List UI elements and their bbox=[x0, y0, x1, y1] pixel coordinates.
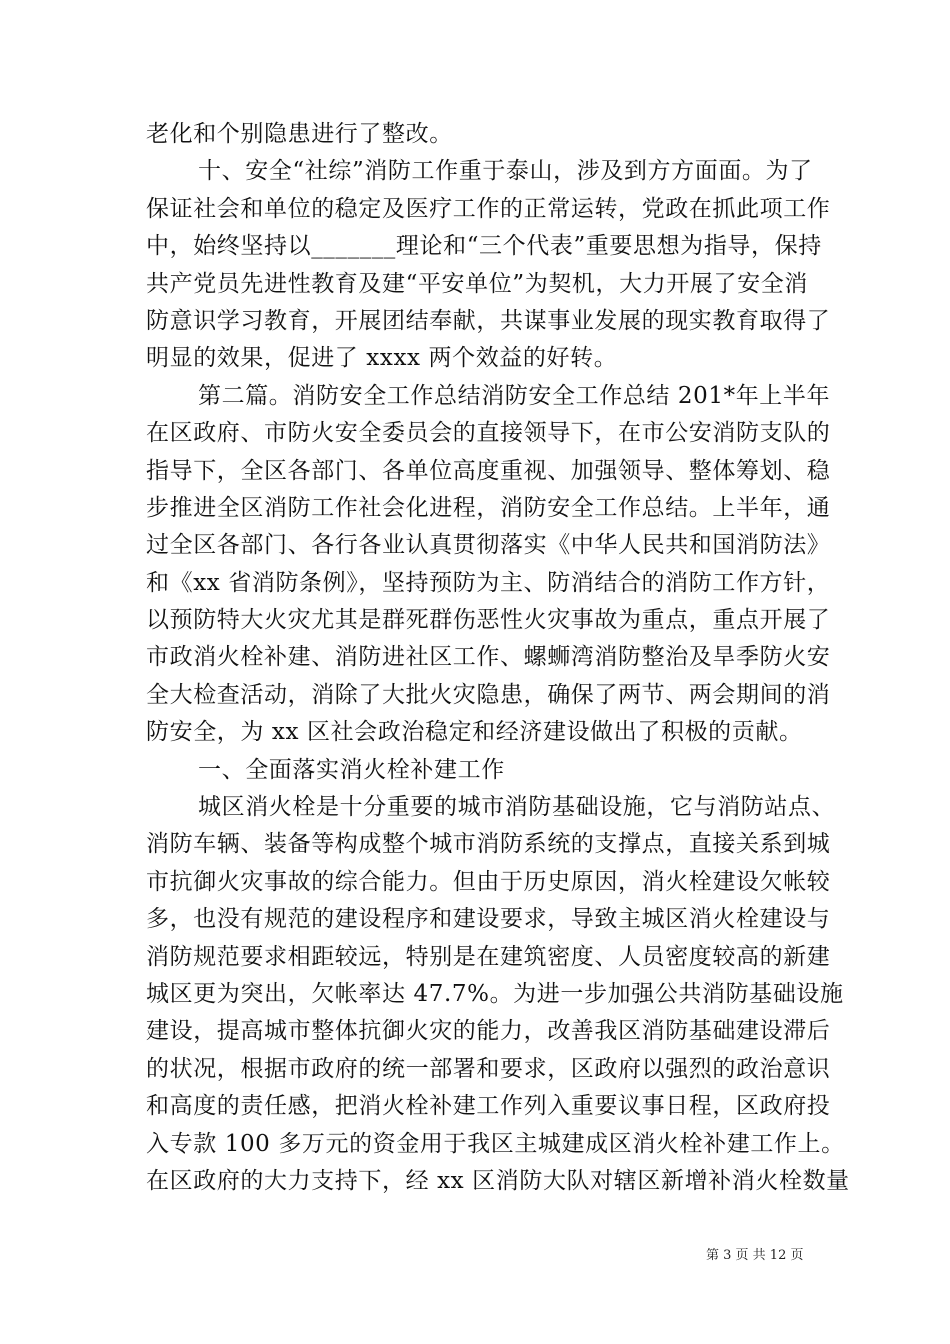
paragraph-start-line: 城区消火栓是十分重要的城市消防基础设施，它与消防站点、 bbox=[198, 794, 836, 821]
text-line: 明显的效果，促进了 xxxx 两个效益的好转。 bbox=[146, 345, 618, 372]
text-line: 市抗御火灾事故的综合能力。但由于历史原因，消火栓建设欠帐较 bbox=[146, 868, 831, 895]
page-number: 第 3 页 共 12 页 bbox=[706, 1248, 804, 1263]
text-line: 防意识学习教育，开展团结奉献，共谋事业发展的现实教育取得了 bbox=[146, 307, 831, 334]
text-line: 消防车辆、装备等构成整个城市消防系统的支撑点，直接关系到城 bbox=[146, 831, 831, 858]
text-line: 和《xx 省消防条例》，坚持预防为主、防消结合的消防工作方针， bbox=[146, 569, 831, 596]
text-line: 的状况，根据市政府的统一部署和要求，区政府以强烈的政治意识 bbox=[146, 1055, 831, 1082]
document-body bbox=[146, 116, 850, 1200]
text-line: 老化和个别隐患进行了整改。 bbox=[146, 121, 453, 147]
text-line: 步推进全区消防工作社会化进程，消防安全工作总结。上半年，通 bbox=[146, 494, 831, 521]
text-line: 在区政府、市防火安全委员会的直接领导下，在市公安消防支队的 bbox=[146, 420, 831, 447]
paragraph-start-line: 十、安全“社综”消防工作重于泰山，涉及到方方面面。为了 bbox=[198, 158, 813, 185]
text-line: 入专款 100 多万元的资金用于我区主城建成区消火栓补建工作上。 bbox=[146, 1130, 845, 1157]
text-line: 市政消火栓补建、消防进社区工作、螺蛳湾消防整治及旱季防火安 bbox=[146, 644, 831, 671]
text-line: 城区更为突出，欠帐率达 47.7%。为进一步加强公共消防基础设施 bbox=[146, 980, 844, 1007]
text-line: 多，也没有规范的建设程序和建设要求，导致主城区消火栓建设与 bbox=[146, 906, 831, 933]
text-line: 和高度的责任感，把消火栓补建工作列入重要议事日程，区政府投 bbox=[146, 1093, 831, 1120]
text-line: 以预防特大火灾尤其是群死群伤恶性火灾事故为重点，重点开展了 bbox=[146, 607, 831, 634]
text-line: 防安全，为 xx 区社会政治稳定和经济建设做出了积极的贡献。 bbox=[146, 719, 803, 746]
text-line: 建设，提高城市整体抗御火灾的能力，改善我区消防基础建设滞后 bbox=[146, 1018, 831, 1045]
text-line: 共产党员先进性教育及建“平安单位”为契机，大力开展了安全消 bbox=[146, 270, 808, 297]
text-line: 过全区各部门、各行各业认真贯彻落实《中华人民共和国消防法》 bbox=[146, 532, 831, 559]
text-line: 消防规范要求相距较远，特别是在建筑密度、人员密度较高的新建 bbox=[146, 943, 831, 970]
text-line: 中，始终坚持以_______理论和“三个代表”重要思想为指导，保持 bbox=[146, 233, 822, 260]
section-heading: 一、全面落实消火栓补建工作 bbox=[198, 756, 505, 783]
paragraph-start-line: 第二篇。消防安全工作总结消防安全工作总结 201*年上半年 bbox=[198, 382, 831, 409]
text-line: 指导下，全区各部门、各单位高度重视、加强领导、整体筹划、稳 bbox=[146, 457, 831, 484]
text-line: 在区政府的大力支持下，经 xx 区消防大队对辖区新增补消火栓数量 bbox=[146, 1167, 850, 1194]
text-line: 保证社会和单位的稳定及医疗工作的正常运转，党政在抓此项工作 bbox=[146, 195, 831, 222]
text-line: 全大检查活动，消除了大批火灾隐患，确保了两节、两会期间的消 bbox=[146, 681, 831, 708]
